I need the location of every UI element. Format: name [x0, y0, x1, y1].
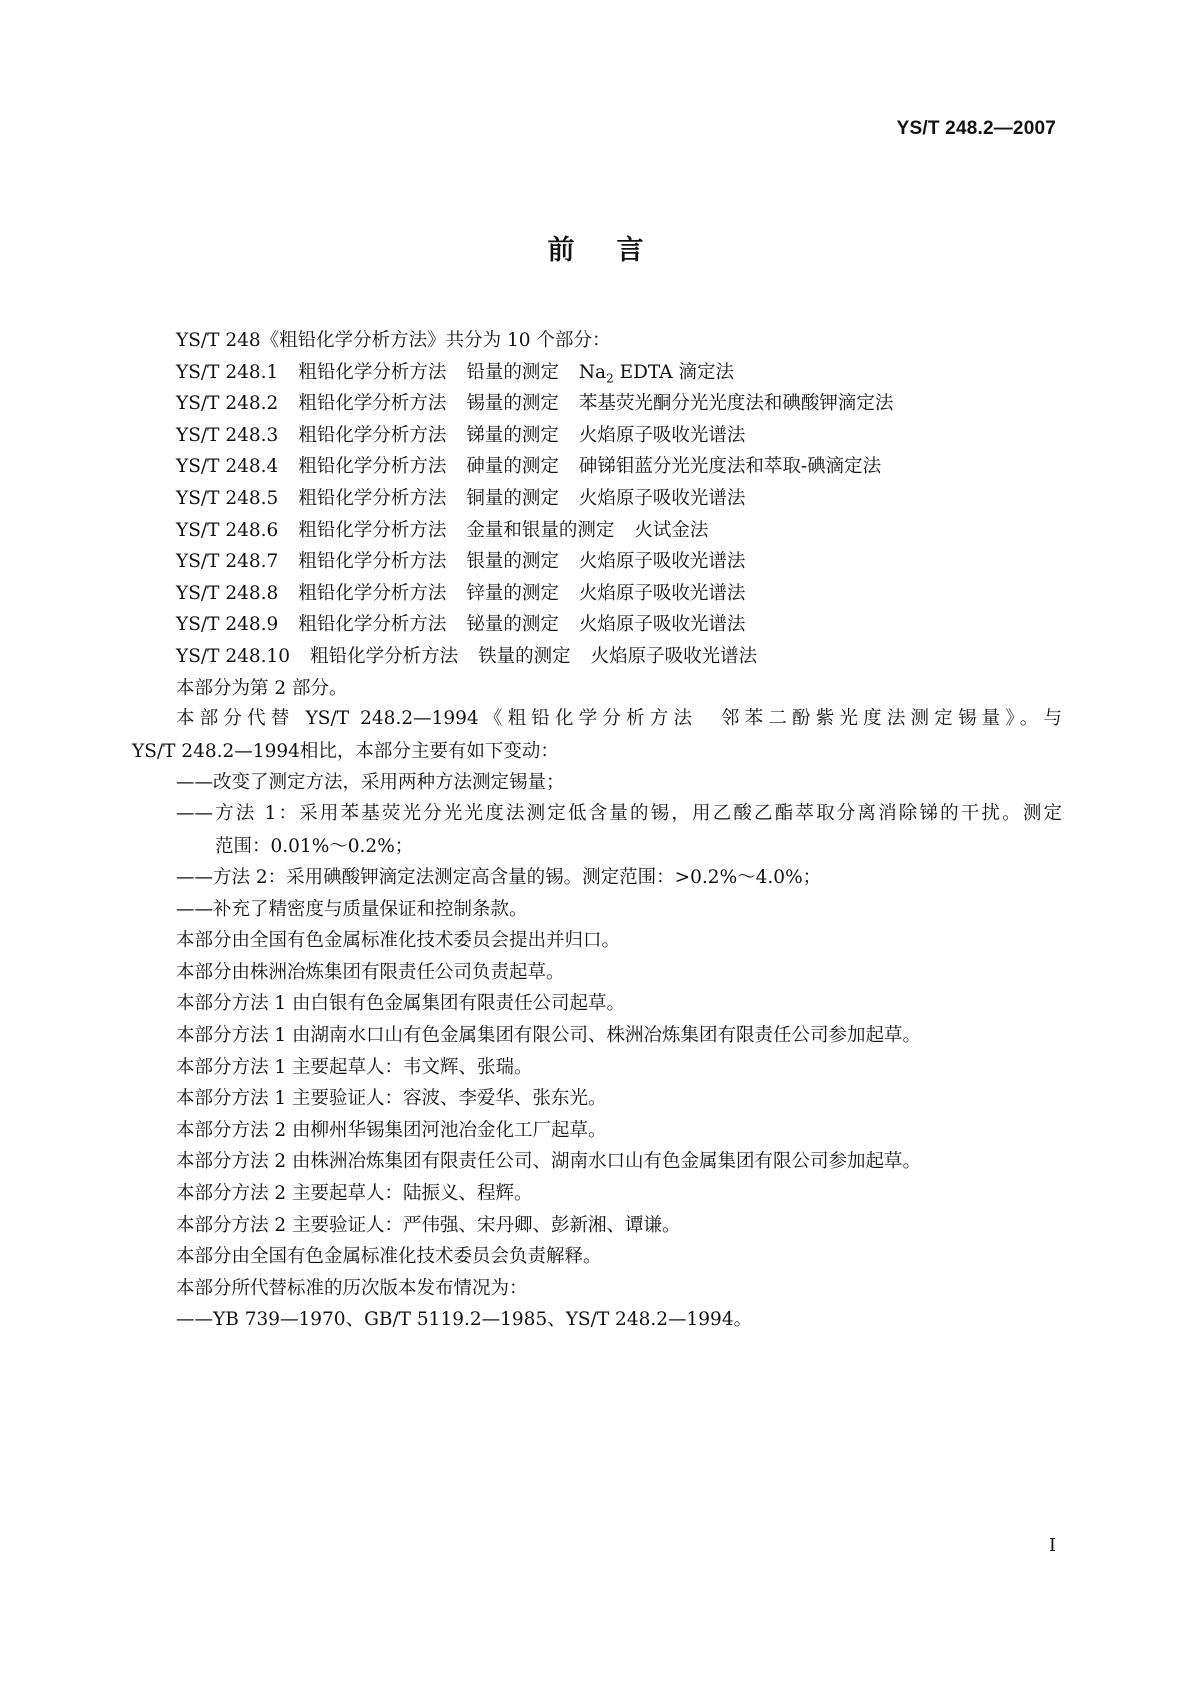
statement-line: 本部分方法 2 主要起草人：陆振义、程辉。: [176, 1183, 533, 1205]
statement-line: 本部分由全国有色金属标准化技术委员会负责解释。: [176, 1246, 602, 1268]
statement-line: 本部分由全国有色金属标准化技术委员会提出并归口。: [176, 930, 621, 952]
part-series: 粗铅化学分析方法: [298, 456, 447, 478]
change-item: ——补充了精密度与质量保证和控制条款。: [176, 898, 528, 920]
change-item-continuation: 范围：0.01%～0.2%；: [215, 835, 414, 857]
part-line: [132, 388, 1062, 420]
part-item: 锑量的测定: [466, 424, 559, 446]
part-item: 砷量的测定: [466, 456, 559, 478]
na-symbol: Na: [578, 361, 607, 383]
part-item: 金量和银量的测定: [466, 519, 615, 541]
statement-line: 本部分方法 1 主要验证人：容波、李爱华、张东光。: [176, 1088, 607, 1110]
part-code: YS/T 248.9: [176, 614, 279, 636]
change-item: ——方法 1：采用苯基荧光分光光度法测定低含量的锡，用乙酸乙酯萃取分离消除锑的干扰。测定: [176, 802, 1062, 824]
part-line: [132, 578, 1062, 610]
replaces-line-1: 本部分代替 YS/T 248.2—1994《粗铅化学分析方法 邻苯二酚紫光度法测定锡量》。与: [176, 708, 1062, 730]
part-method: EDTA 滴定法: [619, 361, 734, 383]
history-line: ——YB 739—1970、GB/T 5119.2—1985、YS/T 248.2—1994。: [176, 1309, 753, 1331]
part-method: 砷锑钼蓝分光光度法和萃取-碘滴定法: [578, 456, 882, 478]
replaces-line-2: YS/T 248.2—1994相比，本部分主要有如下变动：: [132, 740, 559, 762]
part-code: YS/T 248.1: [176, 361, 279, 383]
part-series: 粗铅化学分析方法: [298, 551, 447, 573]
part-code: YS/T 248.6: [176, 519, 279, 541]
part-item: 铅量的测定: [466, 361, 559, 383]
part-line: [132, 420, 1062, 452]
part-line: [132, 609, 1062, 641]
part-series: 粗铅化学分析方法: [310, 645, 459, 667]
part-series: 粗铅化学分析方法: [298, 361, 447, 383]
part-item: 铋量的测定: [466, 614, 559, 636]
part-method: 苯基荧光酮分光光度法和碘酸钾滴定法: [578, 393, 894, 415]
part-series: 粗铅化学分析方法: [298, 487, 447, 509]
page-number: I: [1048, 1535, 1056, 1556]
part-code: YS/T 248.5: [176, 487, 279, 509]
part-method: 火焰原子吸收光谱法: [578, 424, 746, 446]
standard-number: YS/T 248.2—2007: [896, 118, 1056, 139]
part-line: [132, 357, 1062, 389]
part-item: 铜量的测定: [466, 487, 559, 509]
statement-line: 本部分由株洲冶炼集团有限责任公司负责起草。: [176, 961, 565, 983]
statement-line: 本部分方法 1 由白银有色金属集团有限责任公司起草。: [176, 993, 626, 1015]
part-line: [132, 515, 1062, 547]
part-code: YS/T 248.4: [176, 456, 279, 478]
part-item: 锌量的测定: [466, 582, 559, 604]
part-line: [132, 641, 1062, 673]
part-code: YS/T 248.3: [176, 424, 279, 446]
statement-line: 本部分方法 1 由湖南水口山有色金属集团有限公司、株洲冶炼集团有限责任公司参加起草。: [176, 1025, 922, 1047]
part-method: 火焰原子吸收光谱法: [590, 645, 758, 667]
part-method: 火焰原子吸收光谱法: [578, 614, 746, 636]
part-line: [132, 546, 1062, 578]
part-method: 火焰原子吸收光谱法: [578, 582, 746, 604]
statement-line: 本部分方法 2 由柳州华锡集团河池冶金化工厂起草。: [176, 1119, 607, 1141]
statement-line: 本部分方法 2 由株洲冶炼集团有限责任公司、湖南水口山有色金属集团有限公司参加起草。: [176, 1151, 922, 1173]
change-item: ——方法 2：采用碘酸钾滴定法测定高含量的锡。测定范围：>0.2%～4.0%；: [176, 867, 822, 889]
part-code: YS/T 248.8: [176, 582, 279, 604]
part-series: 粗铅化学分析方法: [298, 424, 447, 446]
part-series: 粗铅化学分析方法: [298, 614, 447, 636]
part-line: [132, 451, 1062, 483]
part-method: 火焰原子吸收光谱法: [578, 551, 746, 573]
intro-line: YS/T 248《粗铅化学分析方法》共分为 10 个部分：: [176, 330, 611, 351]
part-line: [132, 483, 1062, 515]
na-subscript: 2: [606, 371, 614, 386]
part-code: YS/T 248.10: [176, 645, 291, 667]
part-series: 粗铅化学分析方法: [298, 519, 447, 541]
statement-line: 本部分方法 2 主要验证人：严伟强、宋丹卿、彭新湘、谭谦。: [176, 1214, 681, 1236]
part-item: 铁量的测定: [478, 645, 571, 667]
part-series: 粗铅化学分析方法: [298, 393, 447, 415]
change-item: ——改变了测定方法，采用两种方法测定锡量；: [176, 772, 565, 794]
statement-line: 本部分方法 1 主要起草人：韦文辉、张瑞。: [176, 1056, 533, 1078]
part-code: YS/T 248.7: [176, 551, 279, 573]
statement-line: 本部分所代替标准的历次版本发布情况为：: [176, 1277, 528, 1299]
part-item: 锡量的测定: [466, 393, 559, 415]
foreword-body: [132, 325, 1062, 1336]
this-part-line: 本部分为第 2 部分。: [176, 677, 348, 699]
part-method: 火试金法: [634, 519, 709, 541]
part-item: 银量的测定: [466, 551, 559, 573]
part-series: 粗铅化学分析方法: [298, 582, 447, 604]
part-method: 火焰原子吸收光谱法: [578, 487, 746, 509]
page-title: 前言: [547, 235, 686, 266]
part-code: YS/T 248.2: [176, 393, 279, 415]
